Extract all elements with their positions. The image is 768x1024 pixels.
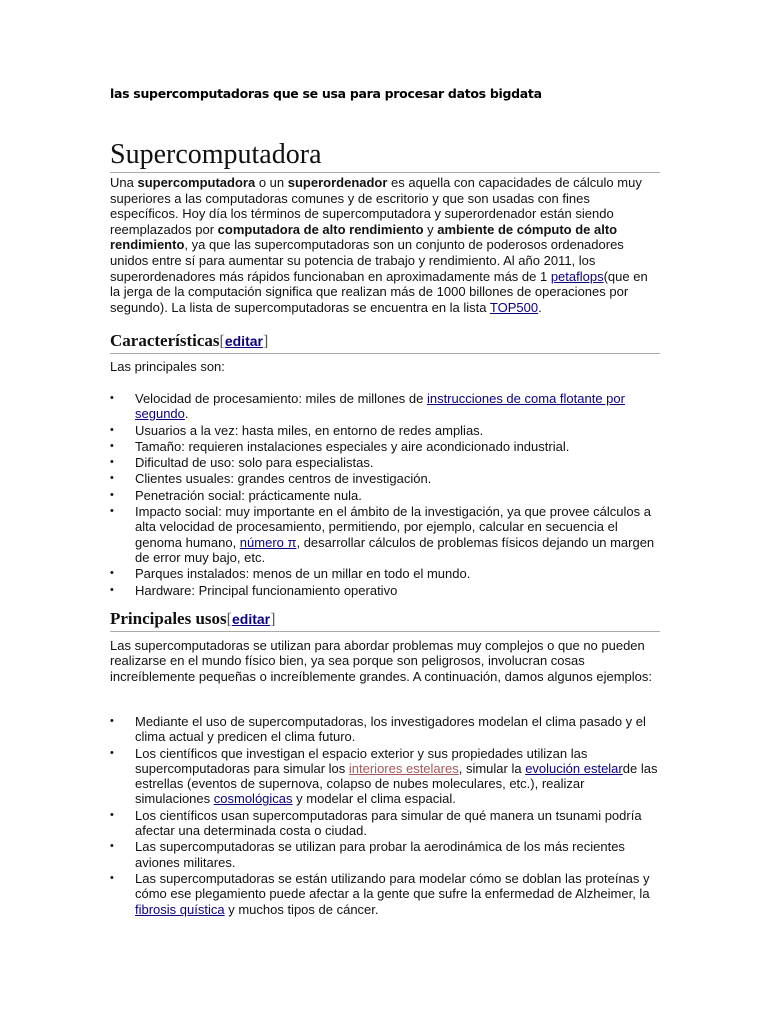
interiores-estelares-link[interactable]: interiores estelares <box>348 760 459 776</box>
bullet-icon: • <box>110 567 114 580</box>
list-item-text: Penetración social: prácticamente nula. <box>135 487 362 503</box>
list-item <box>110 566 660 581</box>
list-item-text: Los científicos que investigan el espacio exterior y sus propiedades utilizan las supercomputadoras para simular los <box>135 745 588 776</box>
list-item <box>110 391 660 422</box>
list-item <box>110 455 660 470</box>
list-item-text: Dificultad de uso: solo para especialistas. <box>135 455 374 471</box>
list-item <box>110 746 660 807</box>
intro-bold-term: computadora de alto rendimiento <box>217 221 424 237</box>
bullet-icon: • <box>110 840 114 853</box>
intro-bold-term: superordenador <box>287 175 388 190</box>
intro-paragraph <box>110 175 658 315</box>
usos-list <box>110 714 660 918</box>
intro-text: o un <box>255 175 288 190</box>
list-item-text: Usuarios a la vez: hasta miles, en entorno de redes amplias. <box>135 422 484 438</box>
edit-bracket: ] <box>270 611 276 628</box>
evolucion-estelar-link[interactable]: evolución estelar <box>525 760 623 776</box>
bullet-icon: • <box>110 505 114 518</box>
top-note: las supercomputadoras que se usa para procesar datos bigdata <box>110 86 542 101</box>
section-heading-text: Características <box>110 331 220 350</box>
section-lead: Las supercomputadoras se utilizan para abordar problemas muy complejos o que no pueden realizarse en el mundo físico bien, ya sea porque son peligrosos, involucran cosas increíblemente pequeñas o increíblemente grandes. A continuación, damos algunos ejemplos: <box>110 638 653 684</box>
list-item <box>110 839 660 870</box>
page-title: Supercomputadora <box>110 138 660 173</box>
section-heading-caracteristicas <box>110 331 660 354</box>
list-item-text: Tamaño: requieren instalaciones especiales y aire acondicionado industrial. <box>135 438 570 454</box>
list-item-text: Las supercomputadoras se utilizan para probar la aerodinámica de los más recientes aviones militares. <box>135 839 625 870</box>
intro-text: es aquella con capacidades de cálculo muy superiores a las computadoras comunes y de escritorio y que son usadas con fines específicos. Hoy día los términos de supercomputadora y superordenador están siendo reemplazados por <box>110 175 642 237</box>
coma-flotante-link[interactable]: instrucciones de coma flotante por segundo <box>135 391 625 422</box>
list-item-text: Mediante el uso de supercomputadoras, los investigadores modelan el clima pasado y el clima actual y predicen el clima futuro. <box>135 714 646 745</box>
section-heading-principales-usos <box>110 609 660 632</box>
list-item-text: Los científicos usan supercomputadoras para simular de qué manera un tsunami podría afectar una determinada costa o ciudad. <box>135 807 642 839</box>
edit-link-caracteristicas[interactable]: editar <box>224 333 263 349</box>
list-item-text: Hardware: Principal funcionamiento operativo <box>135 582 398 598</box>
bullet-icon: • <box>110 472 114 485</box>
petaflops-link[interactable]: petaflops <box>550 268 604 284</box>
section-lead: Las principales son: <box>110 359 225 374</box>
list-item-text: , simular la <box>458 760 526 776</box>
intro-bold-term: ambiente de cómputo de alto rendimiento <box>110 221 618 253</box>
intro-text: , ya que las supercomputadoras son un conjunto de poderosos ordenadores unidos entre sí para aumentar su potencia de trabajo y rendimiento. Al año 2011, los superordenadores más rápidos funcionaban en aproximadamente más de 1 <box>110 237 624 284</box>
list-item-text: Parques instalados: menos de un millar en todo el mundo. <box>135 566 471 582</box>
list-item <box>110 714 660 745</box>
bullet-icon: • <box>110 392 114 404</box>
edit-bracket: [ <box>219 333 225 350</box>
caracteristicas-list <box>110 391 660 599</box>
bullet-icon: • <box>110 456 114 469</box>
cosmologicas-link[interactable]: cosmológicas <box>213 791 293 807</box>
list-item-text: , desarrollar cálculos de problemas físicos dejando un margen de error muy bajo, etc. <box>135 534 655 565</box>
bullet-icon: • <box>110 746 114 759</box>
list-item <box>110 808 660 839</box>
list-item-text: Velocidad de procesamiento: miles de millones de <box>135 391 427 406</box>
intro-bold-term: supercomputadora <box>137 175 256 190</box>
intro-text: y <box>423 221 438 237</box>
fibrosis-quistica-link[interactable]: fibrosis quística <box>135 901 225 917</box>
top500-link[interactable]: TOP500 <box>489 299 539 315</box>
list-item-text: . <box>184 406 189 422</box>
bullet-icon: • <box>110 808 114 821</box>
bullet-icon: • <box>110 871 114 884</box>
edit-link-principales-usos[interactable]: editar <box>231 611 271 627</box>
bullet-icon: • <box>110 583 114 596</box>
edit-bracket: ] <box>262 333 269 350</box>
bullet-icon: • <box>110 488 114 501</box>
list-item <box>110 488 660 503</box>
intro-text: (que en la jerga de la computación significa que realizan más de 1000 billones de operaciones por segundo). La lista de supercomputadoras se encuentra en la lista <box>110 268 648 315</box>
list-item <box>110 871 660 917</box>
bullet-icon: • <box>110 439 114 452</box>
list-item-text: de las estrellas (eventos de supernova, colapso de nubes moleculares, etc.), realizar simulaciones <box>135 760 658 807</box>
list-item-text: y modelar el clima espacial. <box>292 791 456 807</box>
list-item-text: Las supercomputadoras se están utilizando para modelar cómo se doblan las proteínas y cómo ese plegamiento puede afectar a la gente que sufre la enfermedad de Alzheimer, la <box>135 870 650 902</box>
list-item <box>110 504 660 565</box>
numero-pi-link[interactable]: número π <box>239 534 297 550</box>
intro-text: Una <box>110 175 138 190</box>
bullet-icon: • <box>110 715 114 727</box>
list-item <box>110 439 660 454</box>
list-item <box>110 471 660 486</box>
list-item-text: Clientes usuales: grandes centros de investigación. <box>135 471 432 487</box>
list-item <box>110 423 660 438</box>
bullet-icon: • <box>110 423 114 436</box>
list-item-text: Impacto social: muy importante en el ámbito de la investigación, ya que provee cálculos a alta velocidad de procesamiento, permitiendo, por ejemplo, calcular en secuencia el genoma humano, <box>135 504 651 550</box>
section-heading-text: Principales usos <box>110 609 227 628</box>
list-item <box>110 583 660 598</box>
intro-text: . <box>538 299 542 315</box>
list-item-text: y muchos tipos de cáncer. <box>224 901 379 917</box>
edit-bracket: [ <box>226 611 232 628</box>
